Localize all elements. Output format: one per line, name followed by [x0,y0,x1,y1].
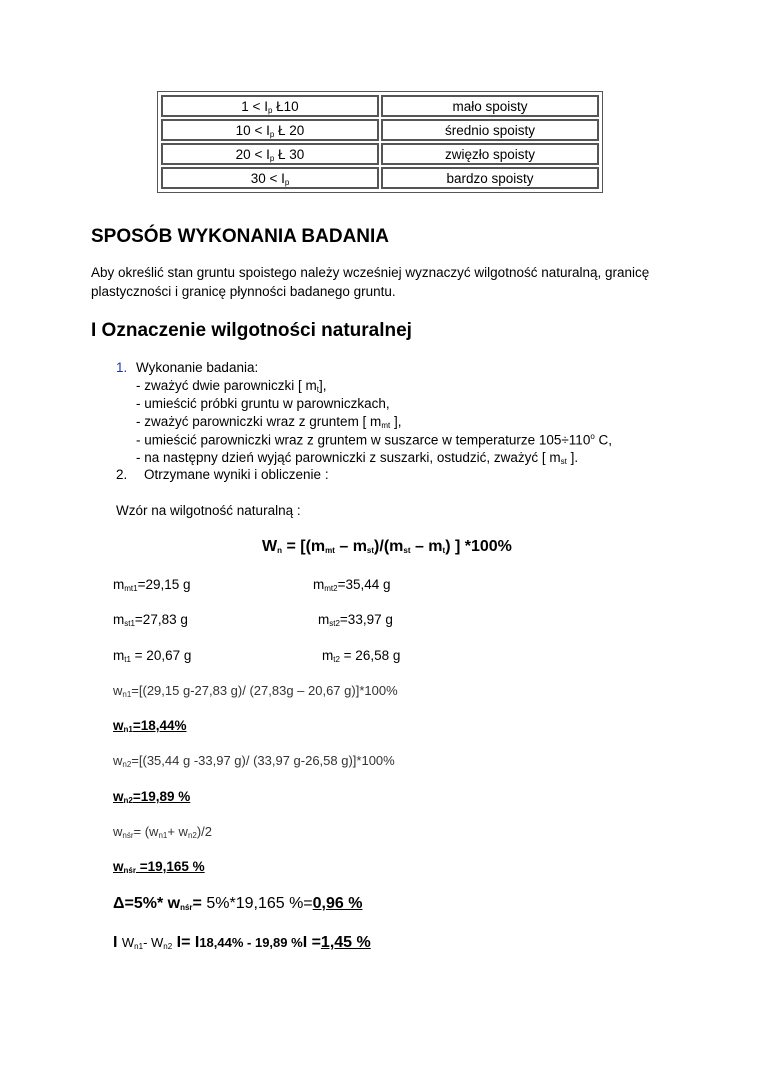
list-subitem: - umieścić parowniczki wraz z gruntem w suszarce w temperaturze $105\div 110^o$ C, [136,432,613,448]
formula-label: Wzór na wilgotność naturalną : [116,503,301,518]
calc-wnsr: $w_{nśr}= (w_{n1}+ w_{n2})/2$ [113,824,213,840]
result-wn1: $w_{n1}=18,44\%$ [113,718,187,734]
value-mt1: $m_{t1} = 20,67$ g [113,648,192,664]
table-cell: $30 < I_p$ [161,167,379,189]
table-cell: $1 < I_p$ Ł10 [161,95,379,117]
list-item-title: Wykonanie badania: [136,360,259,375]
list-subitem: - zważyć parowniczki wraz z gruntem [ $m_{mt}$ ], [136,414,402,430]
list-number-2: 2. [116,467,128,482]
intro-line-1: Aby określić stan gruntu spoistego należy wcześniej wyznaczyć wilgotność naturalną, granicę [91,265,650,280]
value-mmt2: $m_{mt2}=35,44$ g [313,577,391,593]
table-row [161,167,599,189]
list-item-title: Otrzymane wyniki i obliczenie : [144,467,329,482]
table-row [161,119,599,141]
result-wnsr: $w_{nśr} =19,165$ % [113,859,205,875]
main-formula: $W_n = [(m_{mt} - m_{st})/(m_{st} - m_t)$ ] *100% [262,538,512,555]
result-wn2: $w_{n2}=19,89$ % [113,789,191,805]
table-row [161,95,599,117]
value-mmt1: $m_{mt1}=29,15$ g [113,577,191,593]
value-mst2: $m_{st2}=33,97$ g [318,612,393,628]
subsection-heading: I Oznaczenie wilgotności naturalnej [91,320,412,341]
calc-difference: I $W_{n1}-$ $W_{n2}$ I= I18,44% - 19,89 %I =1,45 % [113,934,371,951]
table-cell: mało spoisty [381,95,599,117]
intro-line-2: plastyczności i granicę płynności badanego gruntu. [91,284,396,299]
section-heading: SPOSÓB WYKONANIA BADANIA [91,226,390,247]
list-number-1: 1. [116,360,128,375]
table-cell: zwięzło spoisty [381,143,599,165]
value-mt2: $m_{t2} = 26,58$ g [322,648,401,664]
table-cell: $10 < I_p$ Ł 20 [161,119,379,141]
calc-wn2: $w_{n2}=[(35,44$ g -33,97 g)/ (33,97 g-26,58 g)]*100% [113,753,395,769]
calc-wn1: $w_{n1}=[(29,15$ g-27,83 g)/ (27,83g – 20,67 g)]*100% [113,683,398,699]
table-row [161,143,599,165]
table-cell: średnio spoisty [381,119,599,141]
calc-delta: Δ=5%* $w_{nśr}= 5\%*19,165$ %=0,96 % [113,895,363,912]
value-mst1: $m_{st1}=27,83$ g [113,612,188,628]
list-subitem: - umieścić próbki gruntu w parowniczkach, [136,396,390,411]
list-subitem: - na następny dzień wyjąć parowniczki z suszarki, ostudzić, zważyć [ $m_{st}$ ]. [136,450,579,466]
list-subitem: - zważyć dwie parowniczki [ $m_t$], [136,378,327,394]
table-cell: bardzo spoisty [381,167,599,189]
table-cell: $20 < I_p$ Ł 30 [161,143,379,165]
classification-table [157,91,603,193]
